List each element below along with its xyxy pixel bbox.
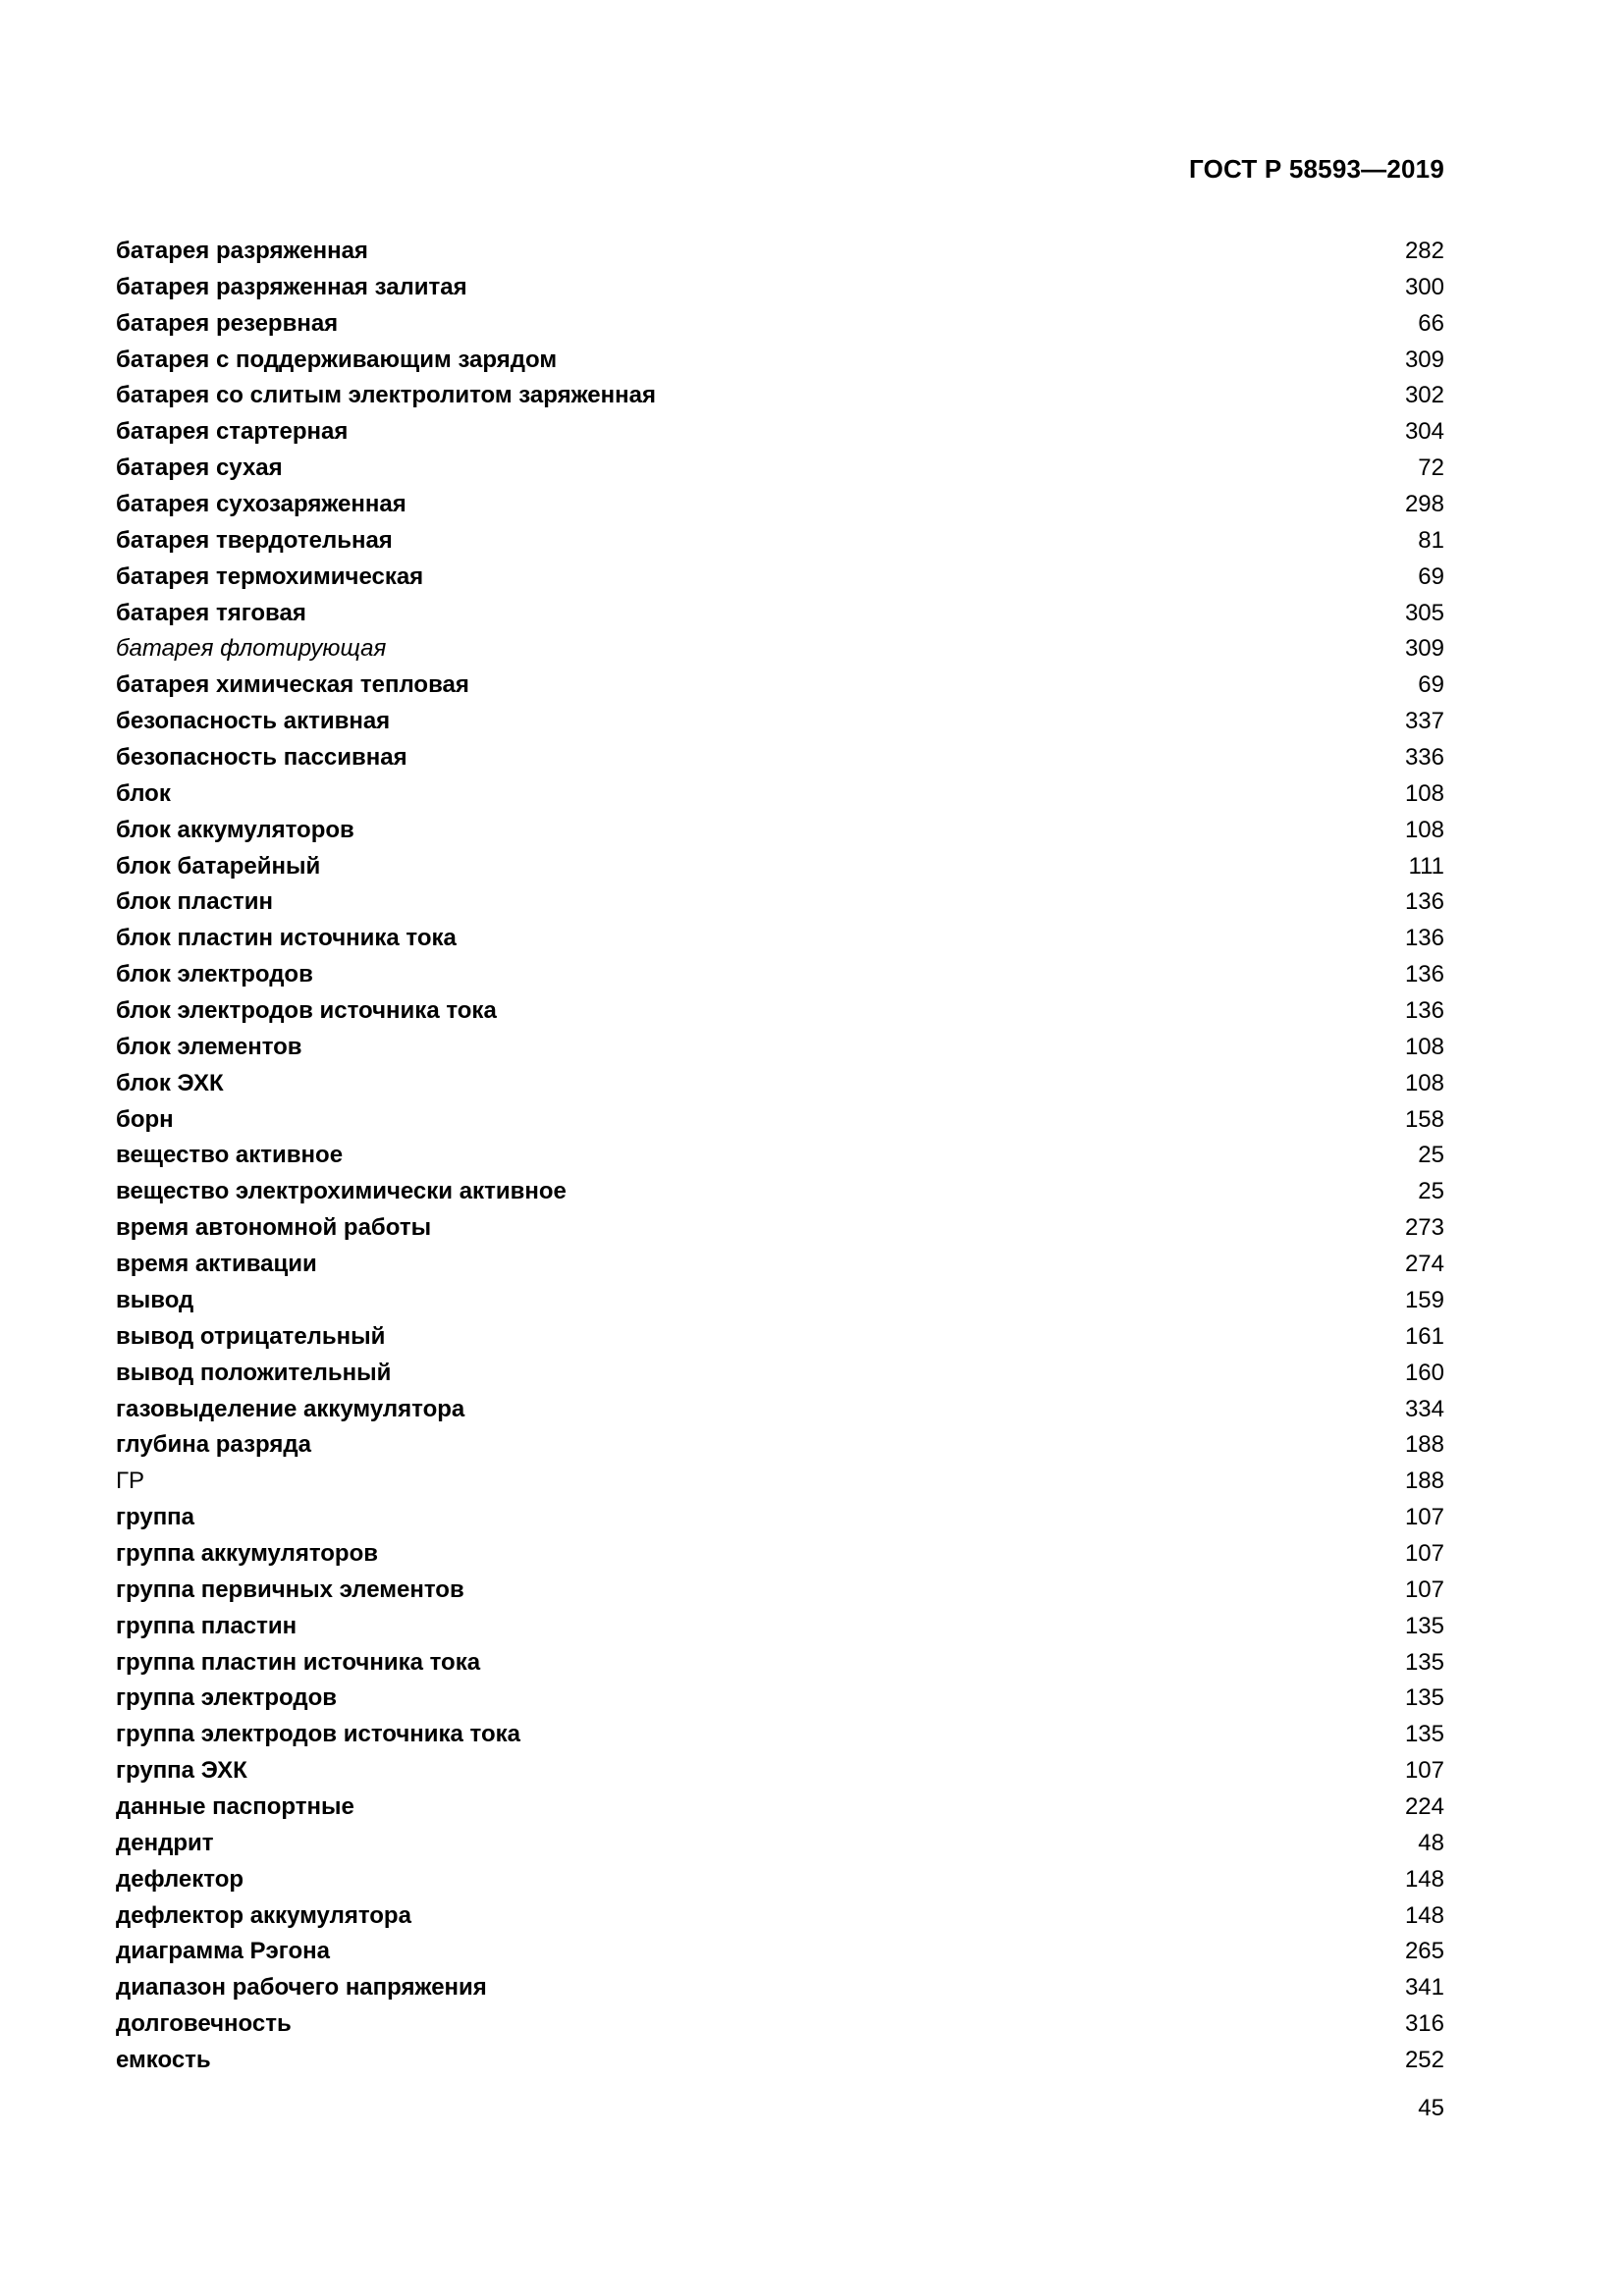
index-term-number: 48 — [1418, 1829, 1444, 1856]
index-term: время активации — [116, 1251, 317, 1278]
index-term: блок аккумуляторов — [116, 816, 354, 843]
index-entry — [116, 234, 1444, 270]
index-entry — [116, 1862, 1444, 1898]
index-term: вывод отрицательный — [116, 1322, 386, 1350]
index-term: блок электродов источника тока — [116, 997, 497, 1025]
index-entry — [116, 378, 1444, 414]
index-term-number: 107 — [1404, 1539, 1444, 1567]
index-entry — [116, 1826, 1444, 1862]
index-term: группа пластин — [116, 1612, 298, 1639]
index-entry — [116, 957, 1444, 993]
index-entry — [116, 667, 1444, 704]
index-entry — [116, 306, 1444, 343]
index-term-number: 252 — [1404, 2046, 1444, 2073]
index-term: дендрит — [116, 1829, 214, 1856]
index-term: батарея сухозаряженная — [116, 491, 406, 518]
index-term: батарея резервная — [116, 309, 339, 337]
index-entry — [116, 776, 1444, 813]
index-term-number: 135 — [1404, 1721, 1444, 1748]
index-term-number: 136 — [1404, 888, 1444, 916]
index-term-number: 69 — [1418, 562, 1444, 590]
index-term-number: 148 — [1404, 1865, 1444, 1893]
index-term: батарея тяговая — [116, 599, 306, 626]
index-entry — [116, 1247, 1444, 1283]
index-term-number: 107 — [1404, 1575, 1444, 1603]
index-term: долговечность — [116, 2010, 292, 2038]
index-entry — [116, 1356, 1444, 1392]
index-term-number: 305 — [1404, 599, 1444, 626]
index-term-number: 282 — [1404, 238, 1444, 264]
index-term: безопасность активная — [116, 708, 391, 735]
index-entry — [116, 1392, 1444, 1428]
index-entry — [116, 2043, 1444, 2079]
index-term: группа электродов — [116, 1684, 338, 1712]
index-term-number: 136 — [1404, 925, 1444, 952]
index-entry — [116, 2006, 1444, 2043]
index-term-number: 148 — [1404, 1901, 1444, 1929]
index-entry — [116, 1030, 1444, 1066]
document-header-standard-code: ГОСТ Р 58593—2019 — [1189, 154, 1444, 184]
index-term-number: 107 — [1404, 1757, 1444, 1785]
index-term: емкость — [116, 2046, 211, 2073]
index-term: блок ЭХК — [116, 1069, 224, 1096]
index-term: блок электродов — [116, 961, 313, 988]
index-term-number: 25 — [1418, 1142, 1444, 1169]
index-term-number: 108 — [1404, 816, 1444, 843]
index-entry — [116, 921, 1444, 957]
index-term: батарея флотирующая — [116, 635, 387, 663]
index-term-number: 304 — [1404, 418, 1444, 446]
index-entry — [116, 1609, 1444, 1645]
index-term: блок элементов — [116, 1033, 302, 1060]
index-term: группа электродов источника тока — [116, 1721, 520, 1748]
index-term: батарея сухая — [116, 454, 283, 482]
index-term: батарея разряженная залитая — [116, 273, 467, 300]
index-entry — [116, 1789, 1444, 1826]
index-term: газовыделение аккумулятора — [116, 1395, 465, 1422]
index-entry — [116, 1066, 1444, 1102]
index-entry — [116, 1427, 1444, 1464]
index-entry — [116, 704, 1444, 740]
index-entry — [116, 1500, 1444, 1536]
index-entry — [116, 631, 1444, 667]
index-entry — [116, 1898, 1444, 1935]
index-term-number: 336 — [1404, 744, 1444, 772]
index-term-number: 108 — [1404, 1069, 1444, 1096]
index-term-number: 309 — [1404, 346, 1444, 373]
index-term: дефлектор аккумулятора — [116, 1901, 411, 1929]
index-term: батарея твердотельная — [116, 526, 393, 554]
index-term-number: 302 — [1404, 382, 1444, 409]
index-term-number: 160 — [1404, 1359, 1444, 1386]
index-entry — [116, 1319, 1444, 1356]
index-term-number: 69 — [1418, 671, 1444, 699]
index-term-number: 188 — [1404, 1431, 1444, 1459]
index-term-number: 135 — [1404, 1648, 1444, 1676]
index-term: блок пластин — [116, 888, 273, 916]
index-term: дефлектор — [116, 1865, 244, 1893]
index-term: батарея термохимическая — [116, 562, 424, 590]
index-term-number: 111 — [1408, 852, 1444, 880]
index-term-number: 224 — [1404, 1792, 1444, 1820]
index-term: группа первичных элементов — [116, 1575, 464, 1603]
index-entry — [116, 1717, 1444, 1753]
index-term-number: 337 — [1404, 708, 1444, 735]
index-term-number: 108 — [1404, 779, 1444, 807]
index-term: вещество электрохимически активное — [116, 1178, 567, 1205]
index-entry — [116, 1681, 1444, 1717]
index-term: вещество активное — [116, 1142, 344, 1169]
index-entry — [116, 1645, 1444, 1682]
index-entry — [116, 487, 1444, 523]
index-term-number: 136 — [1404, 997, 1444, 1025]
index-term-number: 159 — [1404, 1286, 1444, 1313]
index-term-number: 107 — [1404, 1504, 1444, 1531]
index-term: блок батарейный — [116, 852, 321, 880]
index-term: диапазон рабочего напряжения — [116, 1974, 487, 2002]
index-term: вывод — [116, 1286, 194, 1313]
alphabetical-term-index — [116, 234, 1444, 2079]
index-term-number: 309 — [1404, 635, 1444, 663]
index-term-number: 108 — [1404, 1033, 1444, 1060]
index-term: батарея стартерная — [116, 418, 349, 446]
index-entry — [116, 414, 1444, 451]
index-term: группа — [116, 1504, 195, 1531]
index-term-number: 81 — [1418, 526, 1444, 554]
index-term: глубина разряда — [116, 1431, 311, 1459]
index-entry — [116, 813, 1444, 849]
index-entry — [116, 343, 1444, 379]
index-entry — [116, 1210, 1444, 1247]
index-term-number: 72 — [1418, 454, 1444, 482]
index-term: блок — [116, 779, 171, 807]
index-term: батарея с поддерживающим зарядом — [116, 346, 558, 373]
index-term: ГР — [116, 1468, 145, 1495]
index-term: данные паспортные — [116, 1792, 354, 1820]
index-term-number: 316 — [1404, 2010, 1444, 2038]
index-term-number: 341 — [1404, 1974, 1444, 2002]
index-term-number: 298 — [1404, 491, 1444, 518]
index-term-number: 25 — [1418, 1178, 1444, 1205]
index-entry — [116, 884, 1444, 921]
index-entry — [116, 1102, 1444, 1139]
index-entry — [116, 523, 1444, 560]
page-number: 45 — [1418, 2095, 1444, 2121]
index-entry — [116, 270, 1444, 306]
index-term: безопасность пассивная — [116, 744, 407, 772]
index-term-number: 161 — [1404, 1322, 1444, 1350]
index-term: группа ЭХК — [116, 1757, 247, 1785]
index-term: борн — [116, 1105, 174, 1133]
index-term-number: 334 — [1404, 1395, 1444, 1422]
index-entry — [116, 1536, 1444, 1573]
index-entry — [116, 451, 1444, 487]
index-term-number: 158 — [1404, 1105, 1444, 1133]
index-entry — [116, 993, 1444, 1030]
index-term-number: 300 — [1404, 273, 1444, 300]
index-term-number: 136 — [1404, 961, 1444, 988]
index-term: время автономной работы — [116, 1214, 432, 1242]
index-term: батарея со слитым электролитом заряженная — [116, 382, 656, 409]
index-entry — [116, 740, 1444, 776]
index-entry — [116, 1970, 1444, 2006]
index-entry — [116, 1464, 1444, 1500]
index-entry — [116, 1573, 1444, 1609]
index-term: батарея химическая тепловая — [116, 671, 469, 699]
index-term-number: 273 — [1404, 1214, 1444, 1242]
index-term-number: 274 — [1404, 1251, 1444, 1278]
index-term: блок пластин источника тока — [116, 925, 457, 952]
index-entry — [116, 849, 1444, 885]
index-entry — [116, 596, 1444, 632]
index-entry — [116, 1283, 1444, 1319]
index-term-number: 265 — [1404, 1938, 1444, 1965]
index-term-number: 135 — [1404, 1684, 1444, 1712]
index-term: группа пластин источника тока — [116, 1648, 481, 1676]
index-term-number: 188 — [1404, 1468, 1444, 1495]
index-term-number: 135 — [1404, 1612, 1444, 1639]
index-term: диаграмма Рэгона — [116, 1938, 330, 1965]
index-entry — [116, 1138, 1444, 1174]
index-term: батарея разряженная — [116, 238, 368, 264]
index-term-number: 66 — [1418, 309, 1444, 337]
index-entry — [116, 1174, 1444, 1210]
index-term: группа аккумуляторов — [116, 1539, 378, 1567]
index-entry — [116, 1934, 1444, 1970]
index-term: вывод положительный — [116, 1359, 392, 1386]
index-entry — [116, 560, 1444, 596]
index-entry — [116, 1753, 1444, 1789]
